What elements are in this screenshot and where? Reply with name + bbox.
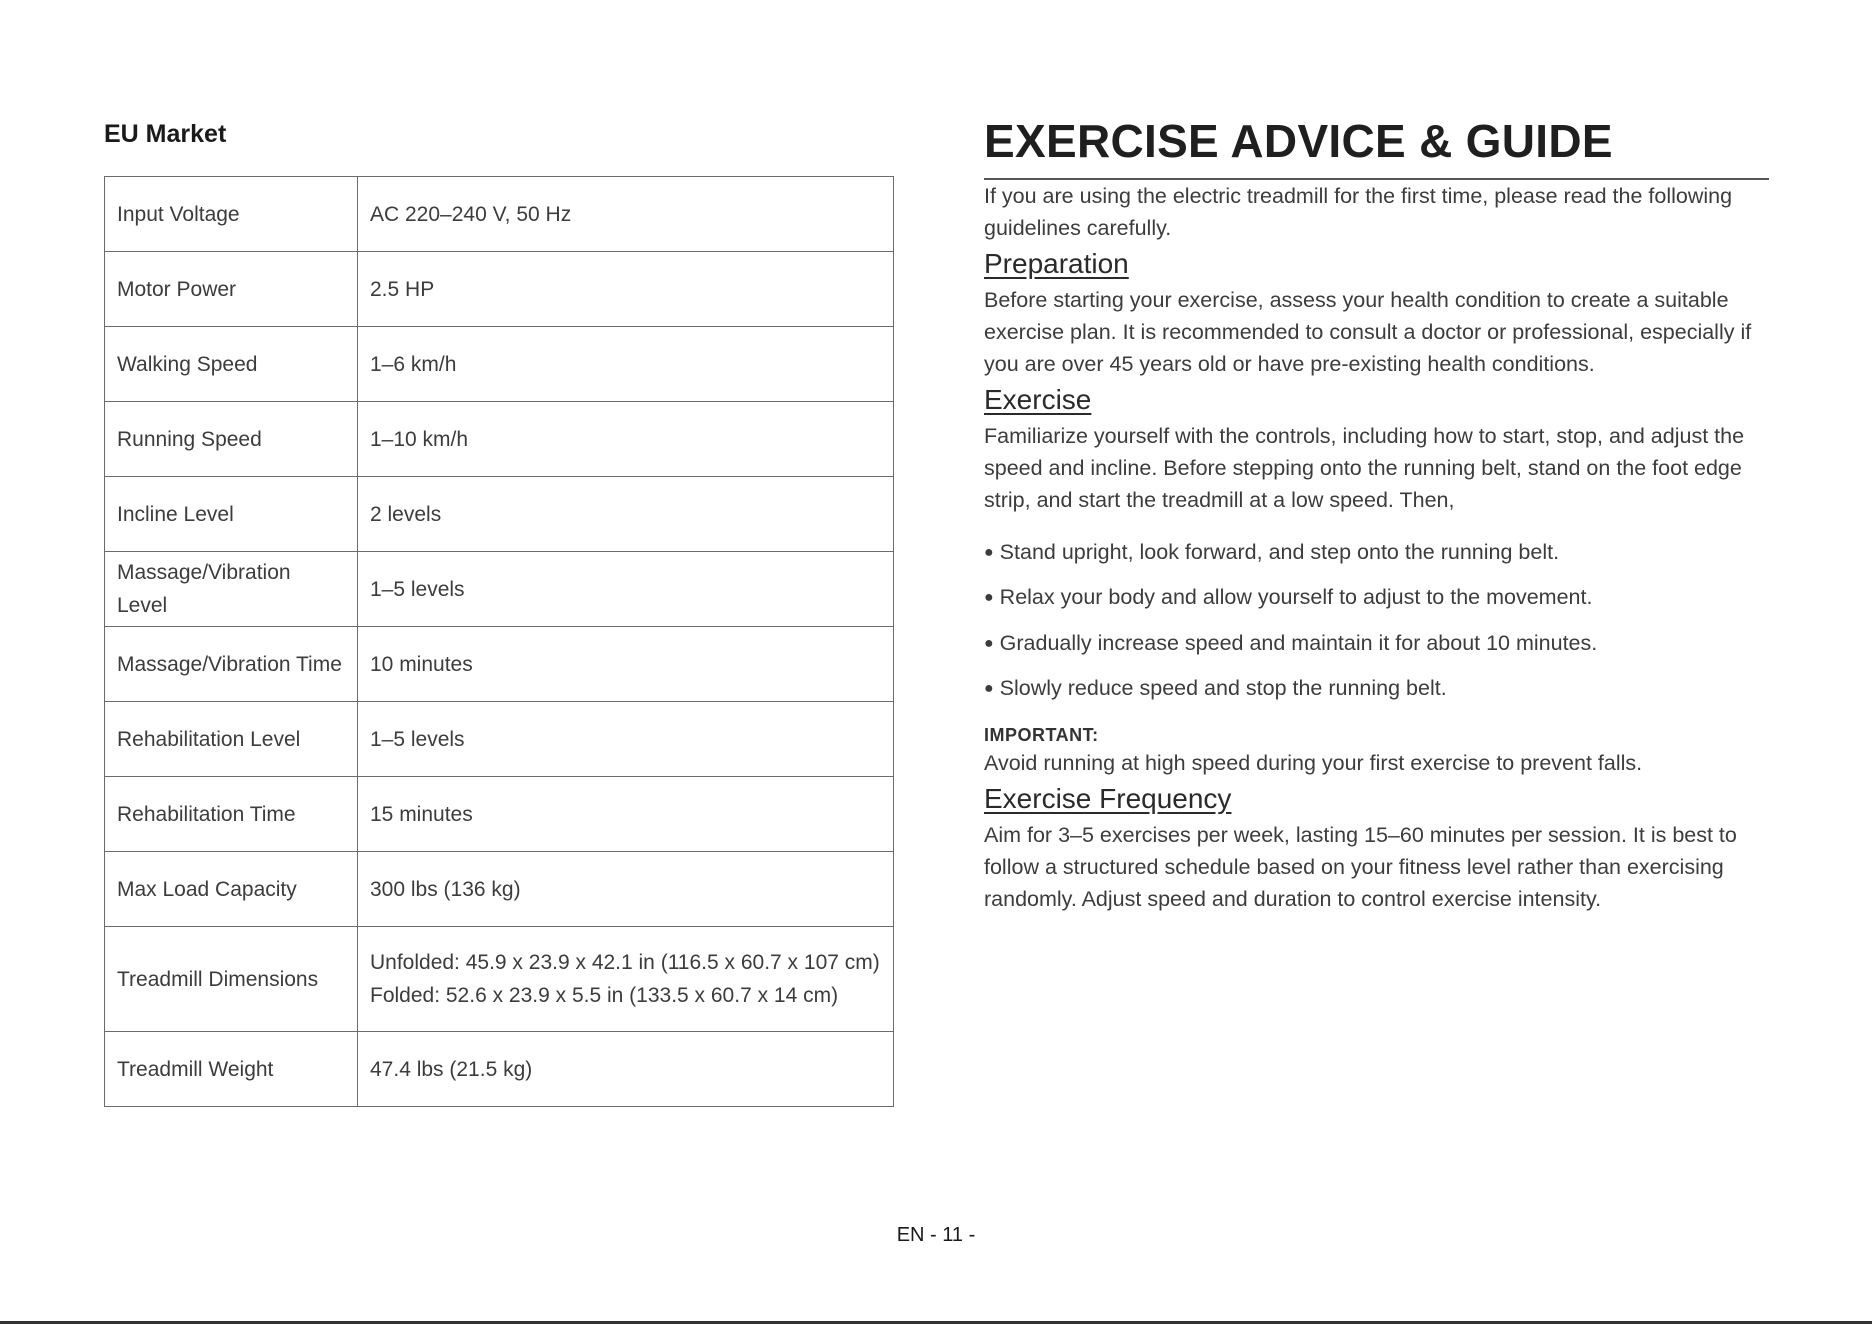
spec-value-line: AC 220–240 V, 50 Hz — [370, 202, 572, 226]
spec-label: Walking Speed — [105, 327, 358, 402]
spec-label: Max Load Capacity — [105, 852, 358, 927]
exercise-text: Familiarize yourself with the controls, including how to start, stop, and adjust the speed and incline. Before stepping onto the running belt, stand on the foot edge strip, and start the treadmill at a low speed. Then, — [984, 423, 1745, 512]
table-row — [105, 552, 894, 627]
spec-label: Rehabilitation Level — [105, 702, 358, 777]
table-row — [105, 402, 894, 477]
table-row — [105, 252, 894, 327]
list-item — [984, 627, 1769, 660]
spec-value-line: 1–5 levels — [370, 727, 465, 751]
spec-label: Incline Level — [105, 477, 358, 552]
bullet-icon: ● — [984, 589, 994, 606]
spec-value-line: 2.5 HP — [370, 277, 435, 301]
spec-value — [358, 327, 894, 402]
spec-label: Running Speed — [105, 402, 358, 477]
spec-value — [358, 402, 894, 477]
table-row — [105, 627, 894, 702]
spec-value-line: 15 minutes — [370, 802, 473, 826]
spec-label: Rehabilitation Time — [105, 777, 358, 852]
important-text: Avoid running at high speed during your first exercise to prevent falls. — [984, 751, 1643, 775]
spec-value-line: 10 minutes — [370, 652, 473, 676]
page-title: EXERCISE ADVICE & GUIDE — [984, 115, 1613, 167]
guide-section — [984, 112, 1769, 915]
spec-value — [358, 552, 894, 627]
spec-label: Massage/Vibration Time — [105, 627, 358, 702]
spec-value — [358, 702, 894, 777]
intro-text: If you are using the electric treadmill for the first time, please read the following guidelines carefully. — [984, 183, 1733, 240]
table-row — [105, 327, 894, 402]
spec-value — [358, 252, 894, 327]
spec-label: Input Voltage — [105, 177, 358, 252]
spec-value — [358, 927, 894, 1032]
spec-value-line: 300 lbs (136 kg) — [370, 877, 521, 901]
spec-value-line: Unfolded: 45.9 x 23.9 x 42.1 in (116.5 x 60.7 x 107 cm) — [370, 951, 880, 974]
spec-value-line: 1–6 km/h — [370, 352, 457, 376]
preparation-heading: Preparation — [984, 247, 1129, 279]
spec-table — [104, 176, 894, 1107]
spec-value-line: Folded: 52.6 x 23.9 x 5.5 in (133.5 x 60.7 x 14 cm) — [370, 984, 839, 1007]
spec-label: Treadmill Weight — [105, 1032, 358, 1107]
spec-value-line: 1–10 km/h — [370, 427, 469, 451]
step-text: Gradually increase speed and maintain it for about 10 minutes. — [999, 630, 1598, 655]
spec-label: Massage/Vibration Level — [105, 552, 358, 627]
spec-value — [358, 177, 894, 252]
table-row — [105, 777, 894, 852]
frequency-text: Aim for 3–5 exercises per week, lasting 15–60 minutes per session. It is best to follow a structured schedule based on your fitness level rather than exercising randomly. Adjust speed and duration to control exercise intensity. — [984, 823, 1737, 911]
bullet-icon: ● — [984, 680, 994, 697]
table-row — [105, 477, 894, 552]
spec-value — [358, 627, 894, 702]
list-item — [984, 672, 1769, 705]
spec-label: Treadmill Dimensions — [105, 927, 358, 1032]
step-text: Stand upright, look forward, and step onto the running belt. — [999, 539, 1560, 564]
exercise-heading: Exercise — [984, 383, 1092, 415]
table-row — [105, 852, 894, 927]
table-row — [105, 927, 894, 1032]
important-label: IMPORTANT: — [984, 725, 1099, 745]
spec-value-line: 1–5 levels — [370, 577, 465, 601]
table-row — [105, 177, 894, 252]
section-title: EU Market — [104, 120, 227, 148]
spec-value-line: 47.4 lbs (21.5 kg) — [370, 1057, 533, 1081]
page-number: EN - 11 - — [896, 1224, 976, 1246]
spec-label: Motor Power — [105, 252, 358, 327]
spec-value — [358, 777, 894, 852]
bullet-icon: ● — [984, 634, 994, 652]
step-text: Relax your body and allow yourself to adjust to the movement. — [999, 585, 1593, 609]
spec-section — [104, 118, 894, 1107]
preparation-text: Before starting your exercise, assess your health condition to create a suitable exercise plan. It is recommended to consult a doctor or professional, especially if you are over 45 years old or have pre-existing health conditions. — [984, 287, 1752, 376]
table-row — [105, 702, 894, 777]
spec-value — [358, 1032, 894, 1107]
spec-value-line: 2 levels — [370, 502, 442, 526]
spec-value — [358, 852, 894, 927]
spec-value — [358, 477, 894, 552]
bullet-icon: ● — [984, 543, 994, 561]
frequency-heading: Exercise Frequency — [984, 783, 1232, 814]
step-text: Slowly reduce speed and stop the running belt. — [999, 676, 1447, 700]
table-row — [105, 1032, 894, 1107]
exercise-steps — [984, 536, 1769, 706]
list-item — [984, 536, 1769, 569]
list-item — [984, 581, 1769, 614]
